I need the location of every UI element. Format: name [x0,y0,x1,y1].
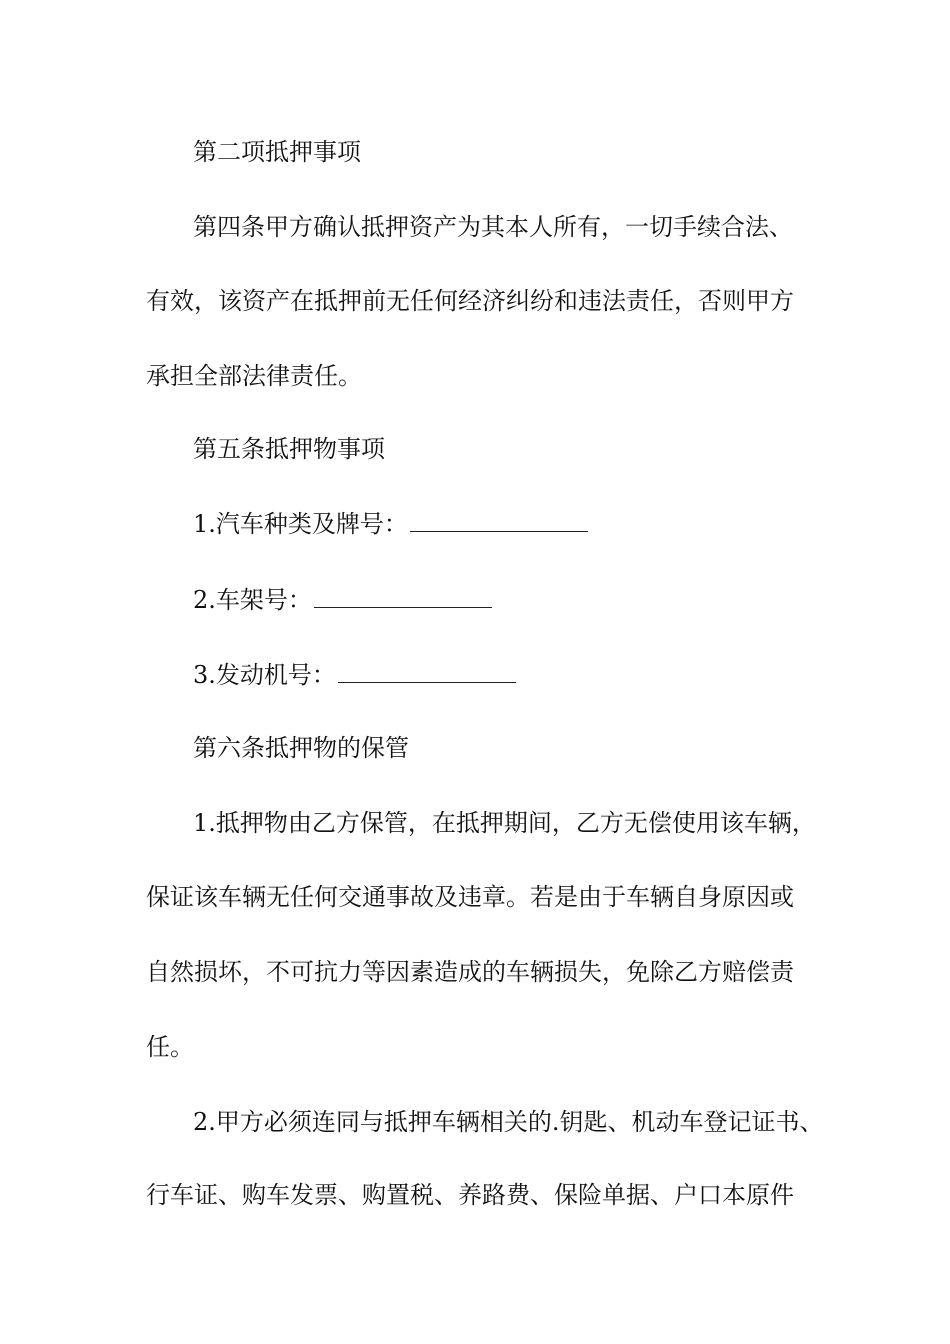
blank-line-frame-number[interactable] [314,585,492,608]
field-label-engine-number: 3.发动机号： [193,661,336,689]
section-heading-2: 第二项抵押事项 [193,138,361,166]
blank-line-engine-number[interactable] [338,660,516,683]
paragraph-line: 保证该车辆无任何交通事故及违章。若是由于车辆自身原因或 [146,883,794,911]
paragraph-line: 1.抵押物由乙方保管，在抵押期间，乙方无偿使用该车辆， [193,809,816,837]
paragraph-line: 2.甲方必须连同与抵押车辆相关的.钥匙、机动车登记证书、 [193,1108,824,1136]
article-heading-6: 第六条抵押物的保管 [193,734,409,762]
paragraph-line: 有效，该资产在抵押前无任何经济纠纷和违法责任，否则甲方 [146,287,794,315]
paragraph-line: 自然损坏，不可抗力等因素造成的车辆损失，免除乙方赔偿责 [146,958,794,986]
article-heading-5: 第五条抵押物事项 [193,435,385,463]
field-label-vehicle-type: 1.汽车种类及牌号： [193,510,408,538]
form-field-engine-number [193,660,873,690]
paragraph-line: 第四条甲方确认抵押资产为其本人所有，一切手续合法、 [193,213,793,241]
form-field-frame-number [193,585,873,615]
paragraph-line: 行车证、购车发票、购置税、养路费、保险单据、户口本原件 [146,1181,794,1209]
paragraph-line: 任。 [146,1033,194,1061]
field-label-frame-number: 2.车架号： [193,586,312,614]
paragraph-line: 承担全部法律责任。 [146,362,362,390]
form-field-vehicle-type [193,509,873,539]
blank-line-vehicle-type[interactable] [410,509,588,532]
